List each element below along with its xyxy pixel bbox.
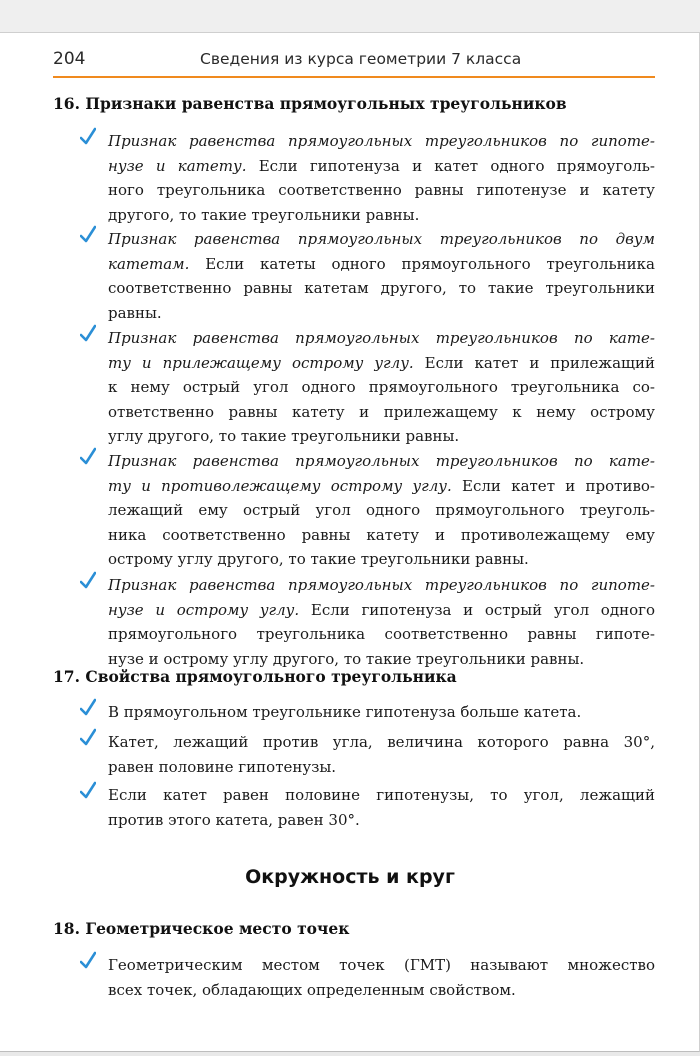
text-line <box>108 783 655 808</box>
checkmark-icon <box>80 225 96 245</box>
italic-term: нузе и острому углу. <box>108 600 300 619</box>
running-header-title: Сведения из курса геометрии 7 класса <box>200 50 522 68</box>
body-text: острому углу другого, то такие треугольники равны. <box>108 550 529 569</box>
text-line <box>108 755 655 780</box>
body-text: прямоугольного треугольника соответственно равны гипоте- <box>108 625 655 644</box>
item-text <box>108 129 655 227</box>
text-line <box>108 351 655 376</box>
body-text: Если гипотенуза и острый угол одного <box>299 600 655 619</box>
body-text: В прямоугольном треугольнике гипотенуза больше катета. <box>108 703 582 721</box>
text-line <box>108 449 655 474</box>
body-text: ного треугольника соответственно равны гипотенузе и катету <box>108 181 655 200</box>
text-line <box>108 547 655 572</box>
body-text: другого, то такие треугольники равны. <box>108 205 420 224</box>
italic-term: Признак равенства прямоугольных треугольников по двум <box>108 230 655 248</box>
text-line <box>108 978 655 1003</box>
text-line <box>108 129 655 154</box>
text-line <box>108 622 655 647</box>
item-text <box>108 730 655 779</box>
text-line <box>108 730 655 755</box>
body-text: равен половине гипотенузы. <box>108 757 337 776</box>
text-line <box>108 953 655 978</box>
italic-term: ту и противолежащему острому углу. <box>108 476 452 495</box>
checkmark-icon <box>80 781 96 801</box>
body-text: ответственно равны катету и прилежащему к нему острому <box>108 402 655 421</box>
text-line <box>108 252 655 277</box>
item-text <box>108 953 655 1002</box>
body-text: к нему острый угол одного прямоугольного треугольника со- <box>108 378 655 397</box>
text-line <box>108 808 655 833</box>
body-text: Если катет и прилежащий <box>413 353 655 372</box>
item-text <box>108 573 655 671</box>
item-text <box>108 700 655 725</box>
text-line <box>108 498 655 523</box>
body-text: соответственно равны катетам другого, то такие треугольники <box>108 279 655 298</box>
body-text: всех точек, обладающих определенным свойством. <box>108 980 516 999</box>
body-text: нузе и острому углу другого, то такие треугольники равны. <box>108 649 585 668</box>
section-16-heading: 16. Признаки равенства прямоугольных треугольников <box>53 94 567 113</box>
body-text: ника соответственно равны катету и противолежащему ему <box>108 525 655 544</box>
body-text: Геометрическим местом точек (ГМТ) называют множество <box>108 956 655 974</box>
page-number: 204 <box>53 49 86 69</box>
text-line <box>108 326 655 351</box>
body-text: лежащий ему острый угол одного прямоугольного треуголь- <box>108 501 655 520</box>
text-line <box>108 573 655 598</box>
italic-term: Признак равенства прямоугольных треугольников по кате- <box>108 452 655 470</box>
italic-term: Признак равенства прямоугольных треугольников по гипоте- <box>108 132 655 150</box>
section-17-heading: 17. Свойства прямоугольного треугольника <box>53 667 457 686</box>
viewer-top-bar <box>0 0 700 33</box>
text-line <box>108 301 655 326</box>
italic-term: ту и прилежащему острому углу. <box>108 353 414 372</box>
item-text <box>108 227 655 325</box>
checkmark-icon <box>80 324 96 344</box>
text-line <box>108 178 655 203</box>
text-line <box>108 154 655 179</box>
text-line <box>108 227 655 252</box>
body-text: Если гипотенуза и катет одного прямоуголь- <box>246 156 655 175</box>
checkmark-icon <box>80 447 96 467</box>
body-text: Если катет равен половине гипотенузы, то угол, лежащий <box>108 786 655 804</box>
checkmark-icon <box>80 951 96 971</box>
running-header <box>53 46 655 78</box>
body-text: углу другого, то такие треугольники равны. <box>108 427 460 446</box>
item-text <box>108 326 655 449</box>
checkmark-icon <box>80 571 96 591</box>
body-text: против этого катета, равен 30°. <box>108 810 360 829</box>
text-line <box>108 700 655 725</box>
text-line <box>108 276 655 301</box>
chapter-title: Окружность и круг <box>245 866 455 888</box>
text-line <box>108 400 655 425</box>
italic-term: нузе и катету. <box>108 156 247 175</box>
item-text <box>108 449 655 572</box>
italic-term: катетам. <box>108 254 190 273</box>
body-text: Если катеты одного прямоугольного треугольника <box>189 254 655 273</box>
body-text: равны. <box>108 303 162 322</box>
checkmark-icon <box>80 698 96 718</box>
book-page <box>0 33 700 1052</box>
italic-term: Признак равенства прямоугольных треугольников по гипоте- <box>108 576 655 594</box>
text-line <box>108 424 655 449</box>
text-line <box>108 598 655 623</box>
italic-term: Признак равенства прямоугольных треугольников по кате- <box>108 329 655 347</box>
checkmark-icon <box>80 728 96 748</box>
text-line <box>108 203 655 228</box>
text-line <box>108 375 655 400</box>
text-line <box>108 474 655 499</box>
body-text: Катет, лежащий против угла, величина которого равна 30°, <box>108 733 655 751</box>
text-line <box>108 523 655 548</box>
body-text: Если катет и противо- <box>451 476 655 495</box>
section-18-heading: 18. Геометрическое место точек <box>53 919 350 938</box>
checkmark-icon <box>80 127 96 147</box>
item-text <box>108 783 655 832</box>
